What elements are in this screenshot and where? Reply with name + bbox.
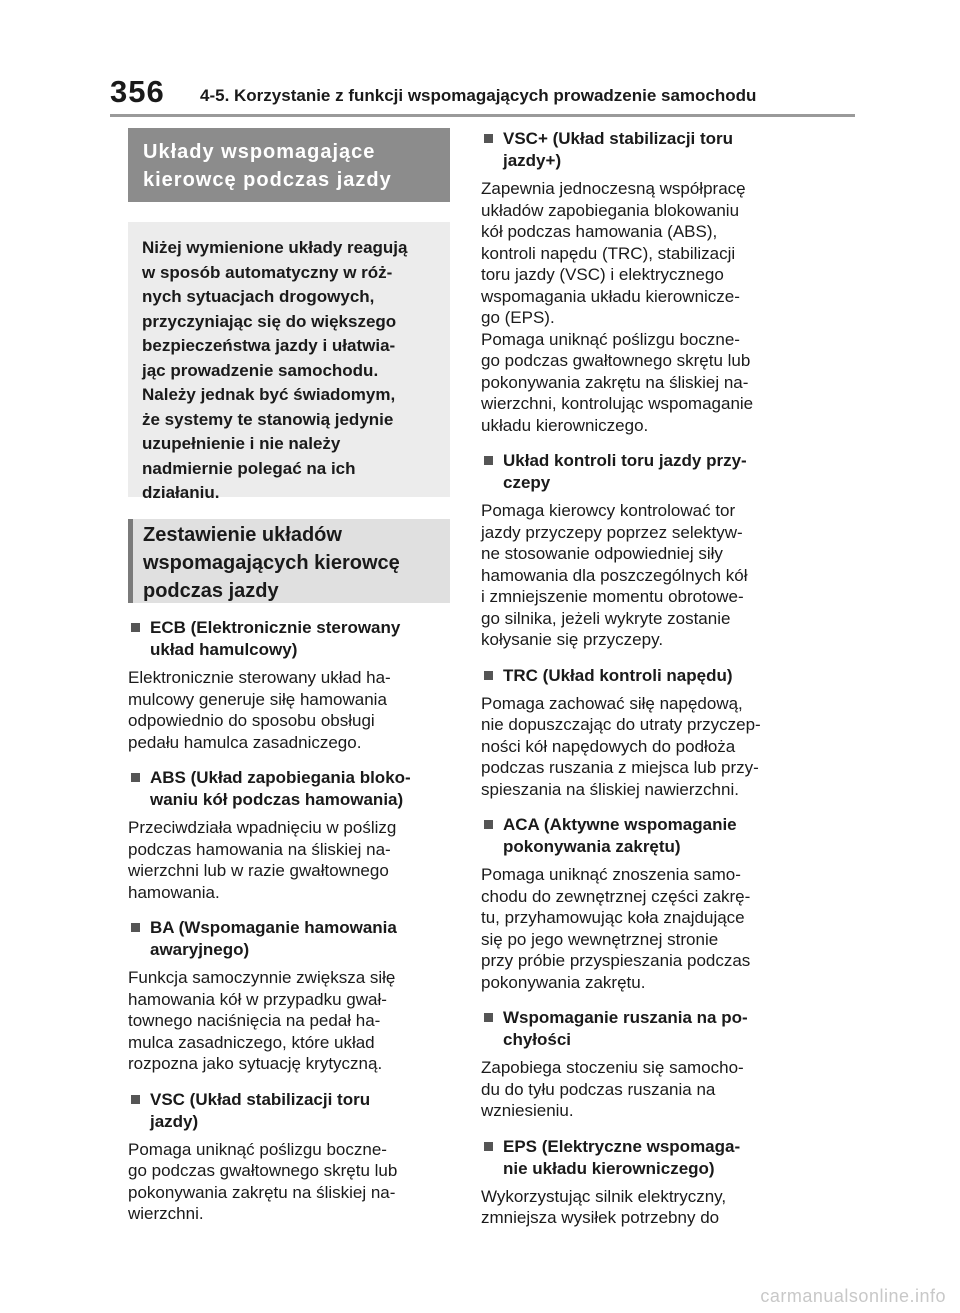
- list-item: [481, 1007, 803, 1122]
- item-heading: [481, 814, 803, 858]
- item-body-text: Pomaga zachować siłę napędową, nie dopuszczając do utraty przyczep- ności kół napędowych do podłoża podczas ruszania z miejsca lub przy- spieszania na śliskiej nawierzchni.: [481, 693, 761, 799]
- item-heading-text: Wspomaganie ruszania na po- chyłości: [503, 1008, 748, 1049]
- right-item-list: [481, 128, 803, 1229]
- item-heading-text: VSC+ (Układ stabilizacji toru jazdy+): [503, 129, 734, 170]
- item-body-text: Wykorzystując silnik elektryczny, zmniejsza wysiłek potrzebny do: [481, 1186, 727, 1227]
- page-number: 356: [110, 74, 165, 109]
- right-column: [481, 122, 803, 1229]
- list-item: [128, 1089, 450, 1225]
- subsection-heading: Zestawienie układów wspomagających kierowcę podczas jazdy: [128, 519, 450, 603]
- square-bullet-icon: [484, 1013, 493, 1022]
- item-heading-text: TRC (Układ kontroli napędu): [503, 665, 733, 685]
- item-body-text: Pomaga uniknąć znoszenia samo- chodu do zewnętrznej części zakrę- tu, przyhamowując koła znajdujące się po jego wewnętrznej stronie przy próbie przyspieszania podczas pokonywania zakrętu.: [481, 865, 751, 992]
- item-body-text: Pomaga kierowcy kontrolować tor jazdy przyczepy poprzez selektyw- ne stosowanie odpowiedniej siły hamowania dla poszczególnych kół i zmniejszenie momentu obrotowe- go silnika, jeżeli wykryte zostanie kołysanie się przyczepy.: [481, 501, 748, 649]
- item-heading-text: ACA (Aktywne wspomaganie pokonywania zakrętu): [503, 815, 737, 856]
- watermark: carmanualsonline.info: [760, 1286, 946, 1306]
- square-bullet-icon: [484, 1142, 493, 1151]
- page-header: [0, 0, 960, 118]
- item-body-text: Elektronicznie sterowany układ ha- mulcowy generuje siłę hamowania odpowiednio do sposobu obsługi pedału hamulca zasadniczego.: [128, 668, 391, 752]
- list-item: [481, 1136, 803, 1229]
- square-bullet-icon: [484, 671, 493, 680]
- square-bullet-icon: [484, 134, 493, 143]
- item-heading: [128, 617, 450, 661]
- item-body-text: Przeciwdziała wpadnięciu w poślizg podczas hamowania na śliskiej na- wierzchni lub w razie gwałtownego hamowania.: [128, 818, 397, 902]
- square-bullet-icon: [131, 623, 140, 632]
- item-heading-text: EPS (Elektryczne wspomaga- nie układu kierowniczego): [503, 1136, 741, 1178]
- item-heading: [481, 128, 803, 172]
- item-body-text: Zapobiega stoczeniu się samocho- du do tyłu podczas ruszania na wzniesieniu.: [481, 1058, 744, 1120]
- square-bullet-icon: [131, 1095, 140, 1104]
- item-heading: [481, 1136, 803, 1180]
- list-item: [128, 617, 450, 753]
- item-heading: [128, 1089, 450, 1133]
- item-heading: [481, 665, 803, 687]
- item-body-text: Zapewnia jednoczesną współpracę układów zapobiegania blokowaniu kół podczas hamowania (ABS), kontroli napędu (TRC), stabilizacji toru jazdy (VSC) i elektrycznego wspomagania układu kierownicze- go (EPS). Pomaga uniknąć poślizgu boczne- go podczas gwałtownego skrętu lub pokonywania zakrętu na śliskiej na- wierzchni, kontrolując wspomaganie układu kierowniczego.: [481, 179, 754, 435]
- item-heading-text: ECB (Elektronicznie sterowany układ hamulcowy): [150, 618, 401, 659]
- header-divider: [110, 114, 855, 117]
- item-heading: [481, 1007, 803, 1051]
- list-item: [481, 665, 803, 801]
- list-item: [128, 917, 450, 1075]
- left-column: [128, 122, 450, 1225]
- chapter-title: 4-5. Korzystanie z funkcji wspomagających prowadzenie samochodu: [200, 86, 757, 105]
- item-heading: [128, 917, 450, 961]
- list-item: [481, 450, 803, 651]
- left-item-list: [128, 617, 450, 1225]
- list-item: [128, 767, 450, 903]
- square-bullet-icon: [484, 456, 493, 465]
- section-title-box: Układy wspomagające kierowcę podczas jazdy: [128, 128, 450, 202]
- item-body-text: Pomaga uniknąć poślizgu boczne- go podczas gwałtownego skrętu lub pokonywania zakrętu na śliskiej na- wierzchni.: [128, 1139, 398, 1223]
- item-heading-text: VSC (Układ stabilizacji toru jazdy): [150, 1089, 371, 1131]
- list-item: [481, 128, 803, 436]
- square-bullet-icon: [131, 773, 140, 782]
- item-heading: [128, 767, 450, 811]
- item-heading: [481, 450, 803, 494]
- intro-box: Niżej wymienione układy reagują w sposób automatyczny w róż- nych sytuacjach drogowych, przyczyniając się do większego bezpieczeństwa jazdy i ułatwia- jąc prowadzenie samochodu. Należy jednak być świadomym, że systemy te stanowią jedynie uzupełnienie i nie należy nadmiernie polegać na ich działaniu.: [128, 222, 450, 497]
- square-bullet-icon: [131, 923, 140, 932]
- item-heading-text: BA (Wspomaganie hamowania awaryjnego): [150, 918, 397, 959]
- item-body-text: Funkcja samoczynnie zwiększa siłę hamowania kół w przypadku gwał- townego naciśnięcia na pedał ha- mulca zasadniczego, które układ rozpozna jako sytuację krytyczną.: [128, 968, 396, 1073]
- square-bullet-icon: [484, 820, 493, 829]
- item-heading-text: Układ kontroli toru jazdy przy- czepy: [503, 451, 747, 492]
- item-heading-text: ABS (Układ zapobiegania bloko- waniu kół podczas hamowania): [150, 768, 411, 809]
- list-item: [481, 814, 803, 993]
